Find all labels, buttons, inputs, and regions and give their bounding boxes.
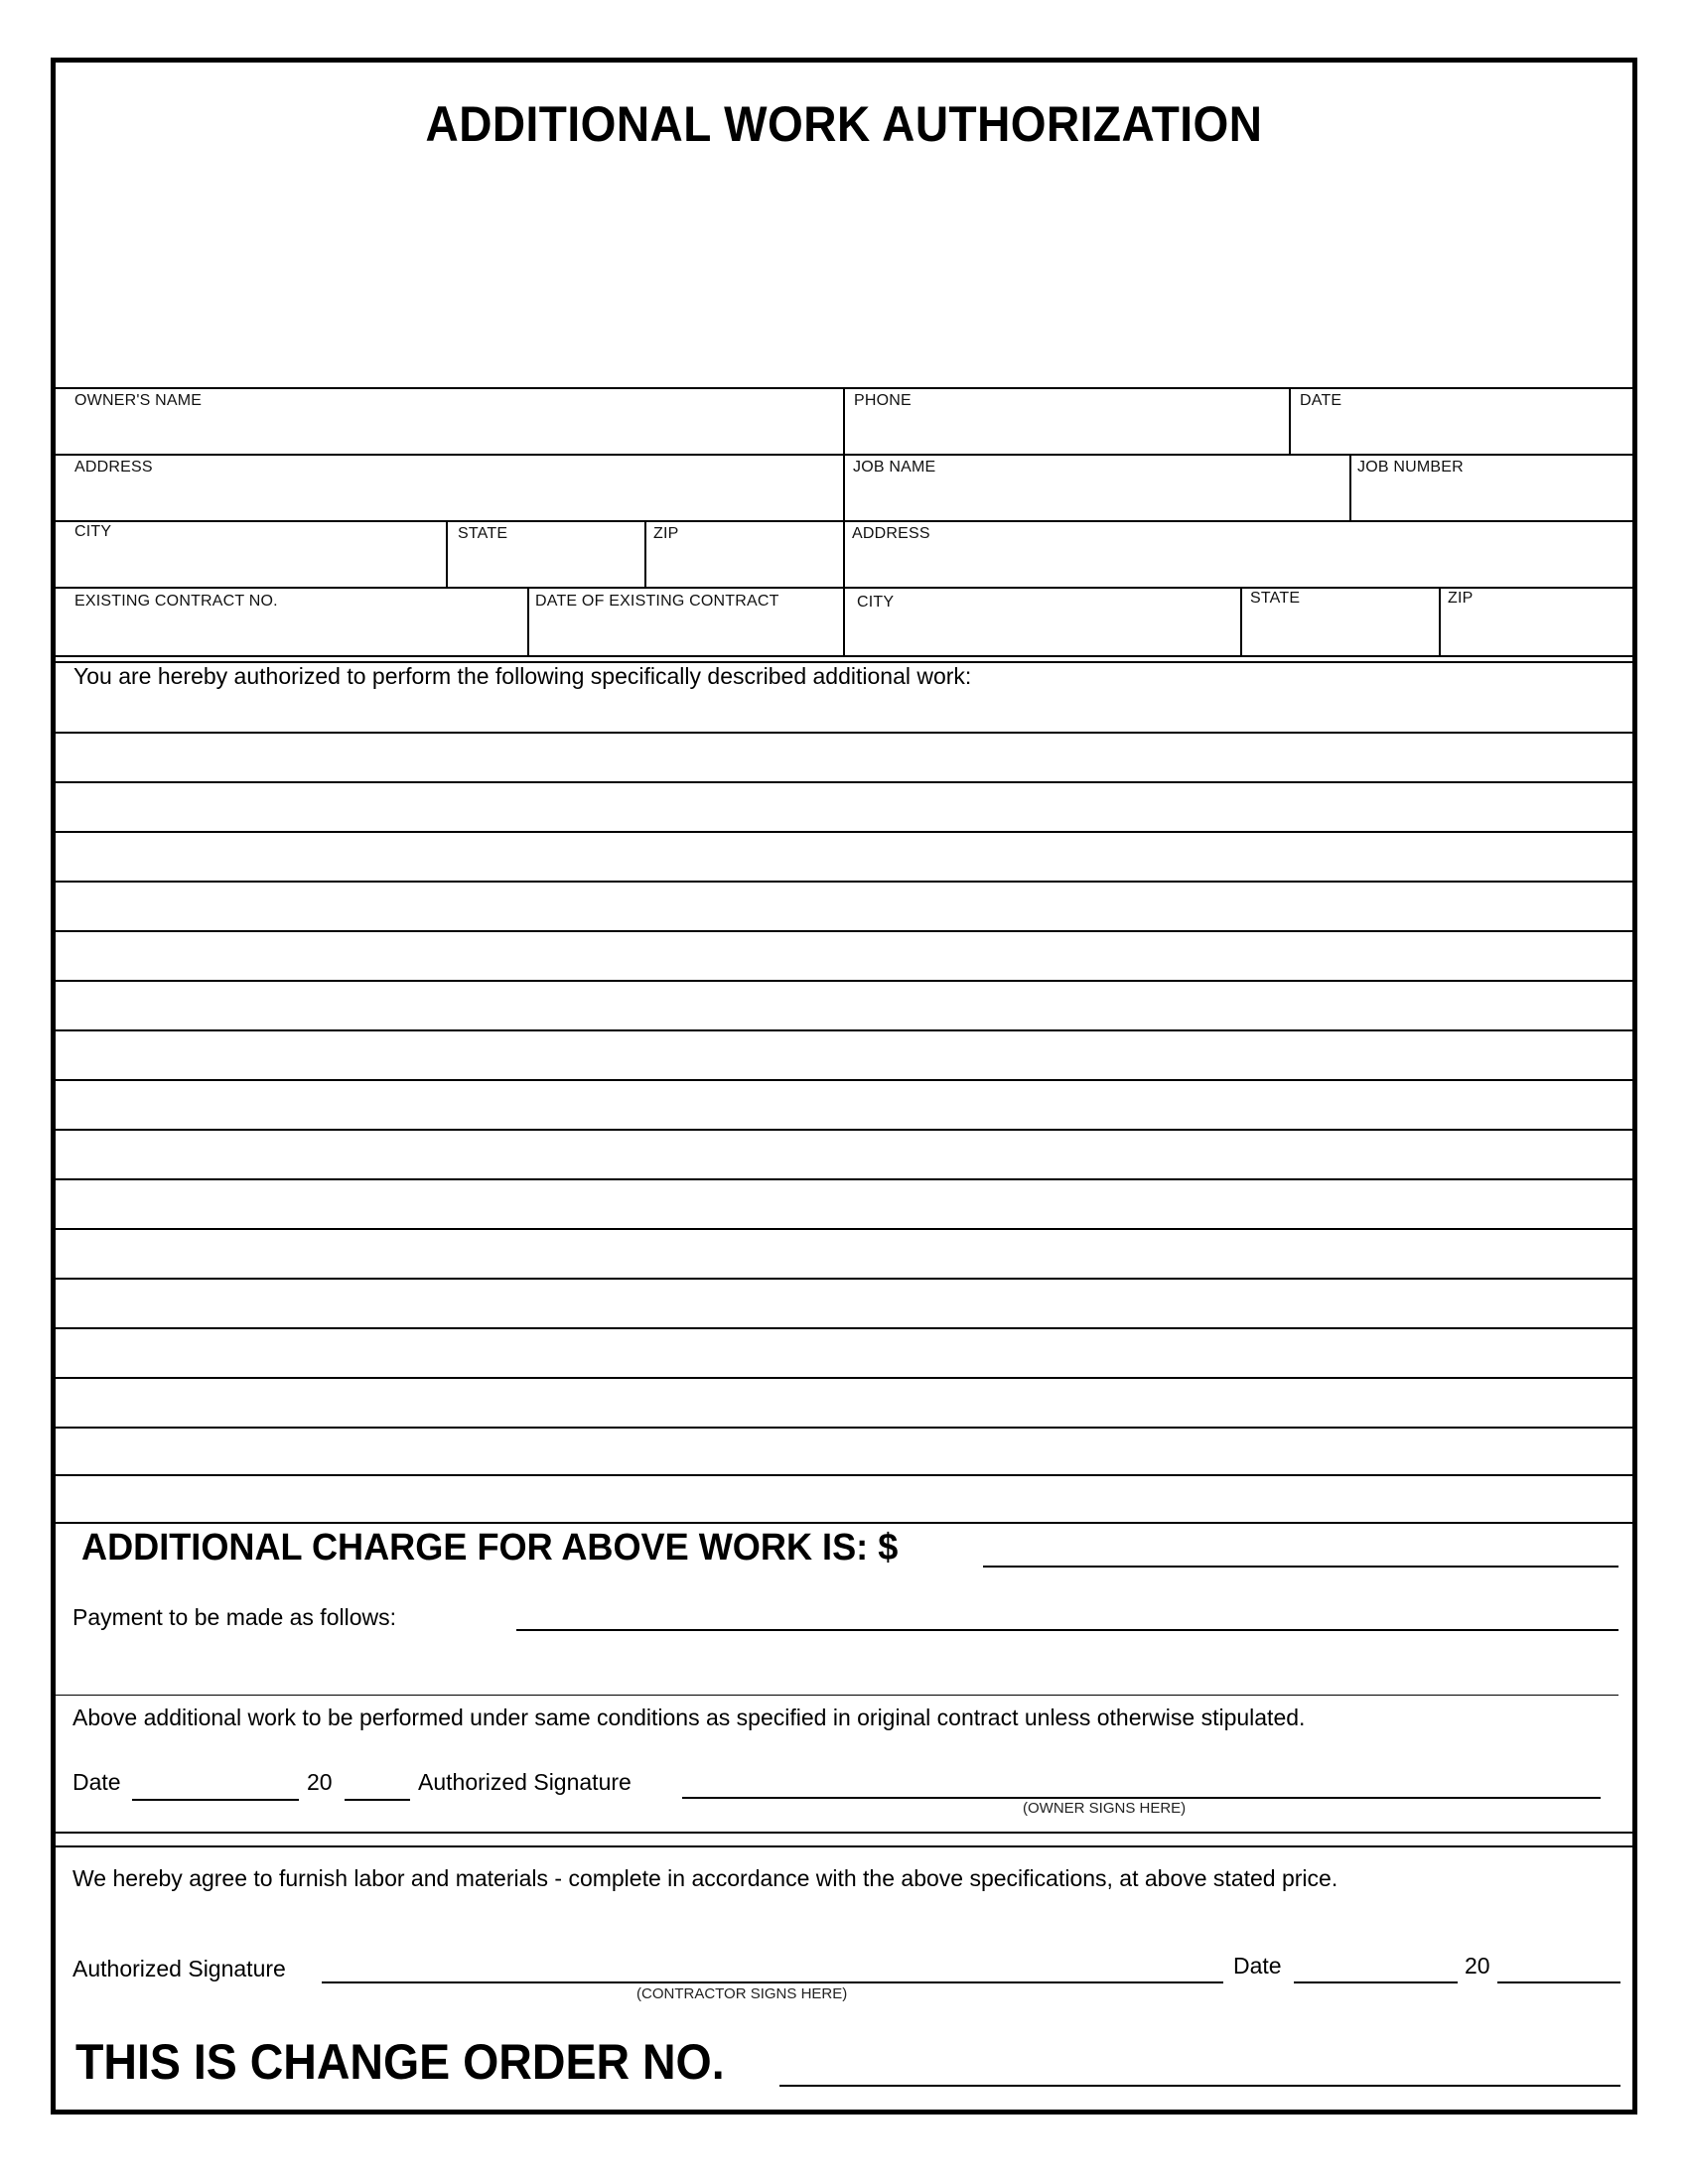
owner-zip-field[interactable] [646,522,843,587]
work-description-prompt: You are hereby authorized to perform the following specifically described additional work: [73,663,972,689]
additional-charge-input[interactable] [983,1566,1618,1568]
ruled-line [55,1178,1633,1180]
contractor-date-label: Date [1233,1953,1282,1979]
phone-field[interactable] [845,389,1289,454]
job-number-label: JOB NUMBER [1357,459,1464,476]
ruled-line [55,831,1633,833]
owner-state-field[interactable] [448,522,644,587]
contractor-year-input[interactable] [1497,1981,1620,1983]
owner-address-field[interactable] [55,456,843,520]
owner-year-input[interactable] [345,1799,410,1801]
owner-signature-input[interactable] [682,1797,1601,1799]
contractor-date-input[interactable] [1294,1981,1458,1983]
section-divider [55,1845,1633,1847]
ruled-line [55,732,1633,734]
ruled-line [55,1079,1633,1081]
owner-city-field[interactable] [55,522,446,587]
job-zip-label: ZIP [1448,590,1474,607]
ruled-line [55,1228,1633,1230]
owner-conditions-statement: Above additional work to be performed under same conditions as specified in original contract unless otherwise stipulated. [72,1705,1306,1730]
contractor-agreement-statement: We hereby agree to furnish labor and materials - complete in accordance with the above specifications, at above stated price. [72,1865,1338,1891]
job-city-label: CITY [857,594,895,611]
ruled-line [55,1427,1633,1429]
date-of-existing-contract-field[interactable] [529,589,843,655]
owner-address-label: ADDRESS [74,459,153,476]
section-divider [55,1832,1633,1834]
owner-zip-label: ZIP [653,525,679,542]
section-divider [55,1695,1618,1696]
owner-city-label: CITY [74,523,112,540]
job-name-field[interactable] [845,456,1349,520]
owners-name-label: OWNER'S NAME [74,392,203,409]
existing-contract-no-label: EXISTING CONTRACT NO. [74,593,278,610]
additional-charge-label: ADDITIONAL CHARGE FOR ABOVE WORK IS: $ [81,1527,899,1569]
grid-line [55,655,1633,657]
contractor-year-prefix: 20 [1465,1953,1490,1979]
job-state-field[interactable] [1242,589,1439,655]
job-name-label: JOB NAME [853,459,936,476]
change-order-number-input[interactable] [779,2085,1620,2087]
owner-date-label: Date [72,1769,121,1795]
ruled-line [55,1029,1633,1031]
job-number-field[interactable] [1351,456,1632,520]
job-address-field[interactable] [845,522,1632,587]
owner-year-prefix: 20 [307,1769,333,1795]
owner-signature-label: Authorized Signature [418,1769,632,1795]
form-title: ADDITIONAL WORK AUTHORIZATION [425,96,1263,152]
owner-date-input[interactable] [132,1799,299,1801]
work-description-area[interactable] [55,663,1633,1523]
date-of-existing-contract-label: DATE OF EXISTING CONTRACT [535,593,779,610]
ruled-line [55,881,1633,883]
phone-label: PHONE [854,392,912,409]
ruled-line [55,1377,1633,1379]
ruled-line [55,930,1633,932]
date-field[interactable] [1291,389,1632,454]
date-label: DATE [1300,392,1342,409]
contractor-signature-input[interactable] [322,1981,1223,1983]
ruled-line [55,1129,1633,1131]
job-zip-field[interactable] [1441,589,1632,655]
ruled-line [55,1327,1633,1329]
ruled-line [55,980,1633,982]
ruled-line [55,1474,1633,1476]
job-state-label: STATE [1250,590,1301,607]
owner-signature-caption: (OWNER SIGNS HERE) [1023,1800,1187,1817]
payment-terms-input[interactable] [516,1629,1618,1631]
contractor-signature-label: Authorized Signature [72,1956,286,1981]
ruled-line [55,781,1633,783]
change-order-label: THIS IS CHANGE ORDER NO. [75,2034,725,2090]
job-city-field[interactable] [845,589,1240,655]
job-address-label: ADDRESS [852,525,930,542]
owners-name-field[interactable] [55,389,843,454]
contractor-signature-caption: (CONTRACTOR SIGNS HERE) [636,1985,848,2002]
owner-state-label: STATE [458,525,508,542]
existing-contract-no-field[interactable] [55,589,527,655]
payment-label: Payment to be made as follows: [72,1604,396,1630]
ruled-line [55,1522,1633,1524]
ruled-line [55,1278,1633,1280]
